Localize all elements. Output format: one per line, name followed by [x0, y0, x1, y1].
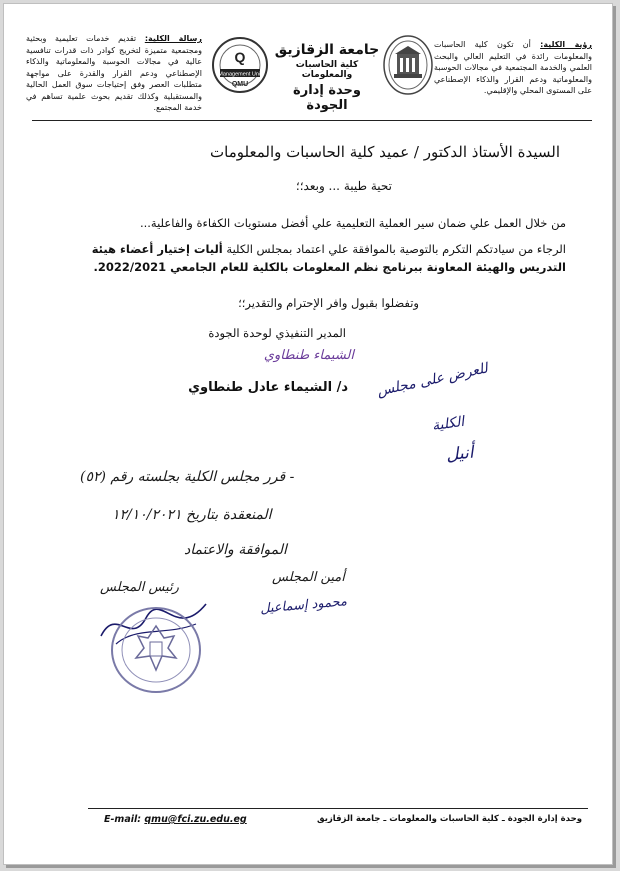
paragraph-2-subject: أليات إختيار أعضاء هيئة التدريس والهيئة المعاونة ببرنامج نظم المعلومات بالكلية للعام الجامعي 2022/2021.: [91, 242, 566, 274]
svg-text:Management Unit: Management Unit: [218, 71, 262, 78]
footer-unit-text: وحدة إدارة الجودة ـ كلية الحاسبات والمعلومات ـ جامعة الزقازيق: [317, 814, 582, 824]
mission-text: تقديم خدمات تعليمية وبحثية ومجتمعية متميزة لتخريج كوادر ذات قدرات تنافسية عالية في مجالات الحوسبة والمعلوماتية والذكاء الإصطناعي ودعم القرار والقدرة على مواجهة متطلبات العصر وفق إحتياجات سوق العمل الحالية والمستقبلية وكذلك تقديم بحوث علمية تساهم في خدمة المجتمع.: [26, 34, 202, 112]
footer-email-link[interactable]: qmu@fci.zu.edu.eg: [144, 814, 247, 825]
closing: وتفضلوا بقبول وافر الإحترام والتقدير؛؛: [238, 296, 419, 310]
qmu-logo-icon: [210, 34, 270, 96]
vision-text: أن تكون كلية الحاسبات والمعلومات رائدة في التعليم العالي والبحث العلمي والخدمة المجتمعية في مجالات الحوسبة والمعلوماتية ودعم القرار والذكاء الإصطناعي على المستوى المحلي والإقليمي.: [434, 40, 592, 95]
addressee: السيدة الأستاذ الدكتور / عميد كلية الحاسبات والمعلومات: [210, 143, 560, 161]
unit-name: وحدة إدارة الجودة: [293, 83, 361, 113]
paragraph-1: من خلال العمل علي ضمان سير العملية التعليمية علي أفضل مستويات الكفاءة والفاعلية...: [139, 216, 566, 230]
paragraph-2: [46, 240, 566, 276]
council-decision-line-2: المنعقدة بتاريخ ١٢/١٠/٢٠٢١: [112, 507, 272, 523]
paragraph-2-intro: الرجاء من سيادتكم التكرم بالتوصية بالموافقة علي اعتماد بمجلس الكلية: [222, 242, 566, 256]
dean-signature: أنيل: [445, 442, 475, 466]
svg-text:QMU: QMU: [231, 81, 249, 88]
vision-block: [434, 39, 592, 97]
manager-title: المدير التنفيذي لوحدة الجودة: [208, 326, 346, 340]
university-emblem-icon: [382, 34, 434, 96]
secretary-title: أمين المجلس: [272, 570, 345, 585]
greeting: تحية طيبة ... وبعد؛؛: [295, 179, 392, 193]
mission-label: رسالة الكلية:: [144, 34, 202, 43]
council-decision-line-3: الموافقة والاعتماد: [184, 542, 287, 558]
mission-block: [26, 33, 202, 114]
header-divider: [32, 120, 592, 121]
letter-page: [3, 3, 613, 865]
official-stamp-icon: [108, 604, 204, 696]
manager-signature: الشيماء طنطاوي: [263, 348, 354, 363]
footer-email-label: E-mail:: [104, 814, 142, 825]
footer-divider: [88, 808, 588, 809]
manager-name: د/ الشيماء عادل طنطاوي: [188, 380, 348, 395]
svg-text:Q: Q: [234, 49, 246, 65]
secretary-name: محمود إسماعيل: [259, 594, 348, 617]
council-decision-line-1: - قرر مجلس الكلية بجلسته رقم (٥٢): [80, 469, 295, 485]
chair-title: رئيس المجلس: [100, 580, 179, 595]
university-title-block: [272, 42, 382, 113]
vision-label: رؤية الكلية:: [540, 40, 592, 49]
university-name: جامعة الزقازيق: [274, 42, 380, 58]
footer-email: [104, 814, 247, 825]
dean-note-line-1: للعرض على مجلس: [375, 360, 490, 400]
dean-note-line-2: الكلية: [431, 413, 466, 435]
faculty-name: كلية الحاسبات والمعلومات: [295, 60, 359, 80]
